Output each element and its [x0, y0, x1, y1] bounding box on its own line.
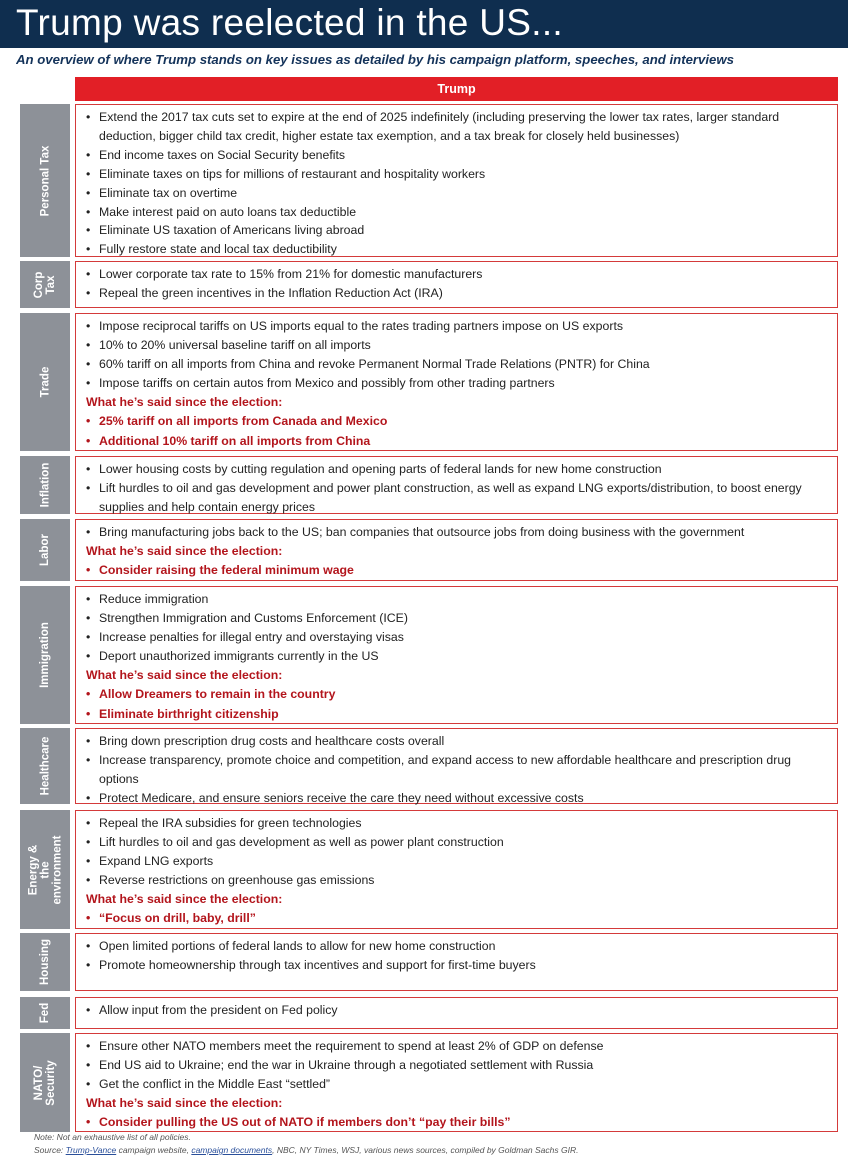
section-nato-security — [20, 1033, 838, 1132]
policy-item: • Eliminate taxes on tips for millions of restaurant and hospitality workers — [86, 165, 831, 184]
policy-item: • Increase penalties for illegal entry and overstaying visas — [86, 628, 831, 647]
policy-item: • Lower housing costs by cutting regulation and opening parts of federal lands for new home construction — [86, 460, 831, 479]
policy-item: • Eliminate US taxation of Americans living abroad — [86, 221, 831, 240]
policy-item: • Open limited portions of federal lands to allow for new home construction — [86, 937, 831, 956]
since-election-item: • Consider pulling the US out of NATO if members don’t “pay their bills” — [86, 1113, 831, 1133]
section-label-text: Immigration — [39, 622, 51, 688]
section-energy-the-environment — [20, 810, 838, 929]
section-personal-tax — [20, 104, 838, 257]
section-inflation — [20, 456, 838, 514]
policy-item: • Allow input from the president on Fed policy — [86, 1001, 831, 1020]
section-label-text: Corp Tax — [33, 271, 57, 298]
section-label-text: Energy & the environment — [27, 834, 63, 904]
policy-list — [86, 1001, 831, 1020]
policy-item: • Fully restore state and local tax deductibility — [86, 240, 831, 259]
since-election-item: • “Focus on drill, baby, drill” — [86, 909, 831, 929]
policy-list — [86, 937, 831, 975]
since-election-list — [86, 909, 831, 929]
section-content-energy-the-environment — [75, 810, 838, 929]
page-subtitle: An overview of where Trump stands on key issues as detailed by his campaign platform, speeches, and interviews — [16, 52, 734, 67]
section-label-text: NATO/ Security — [33, 1059, 57, 1106]
policy-item: • Eliminate tax on overtime — [86, 184, 831, 203]
section-content-trade — [75, 313, 838, 451]
policy-item: • Protect Medicare, and ensure seniors receive the care they need without excessive costs — [86, 789, 831, 808]
section-immigration — [20, 586, 838, 724]
policy-item: • End US aid to Ukraine; end the war in Ukraine through a negotiated settlement with Russia — [86, 1056, 831, 1075]
section-healthcare — [20, 728, 838, 804]
footnote-source — [34, 1145, 578, 1156]
policy-item: • Increase transparency, promote choice and competition, and expand access to new affordable healthcare and prescription drug options — [86, 751, 831, 789]
section-content-fed — [75, 997, 838, 1029]
since-election-heading: What he’s said since the election: — [86, 1095, 283, 1110]
since-election-item: • 25% tariff on all imports from Canada and Mexico — [86, 412, 831, 432]
since-election-list — [86, 412, 831, 451]
policy-list — [86, 460, 831, 517]
since-election-heading: What he’s said since the election: — [86, 394, 283, 409]
section-corp-tax — [20, 261, 838, 308]
policy-item: • Bring manufacturing jobs back to the US; ban companies that outsource jobs from doing business with the government — [86, 523, 831, 542]
policy-item: • End income taxes on Social Security benefits — [86, 146, 831, 165]
policy-item: • 10% to 20% universal baseline tariff on all imports — [86, 336, 831, 355]
section-label-housing — [20, 933, 70, 991]
source-link-campaign-documents[interactable]: campaign documents — [191, 1145, 273, 1155]
since-election-heading: What he’s said since the election: — [86, 543, 283, 558]
source-suffix: , NBC, NY Times, WSJ, various news sources, compiled by Goldman Sachs GIR. — [272, 1145, 579, 1155]
section-content-nato-security — [75, 1033, 838, 1132]
policy-item: • Deport unauthorized immigrants currently in the US — [86, 647, 831, 666]
section-content-labor — [75, 519, 838, 581]
since-election-item: • Eliminate birthright citizenship — [86, 705, 831, 725]
section-label-inflation — [20, 456, 70, 514]
policy-list — [86, 265, 831, 303]
policy-list — [86, 814, 831, 890]
policy-item: • Promote homeownership through tax incentives and support for first-time buyers — [86, 956, 831, 975]
section-content-housing — [75, 933, 838, 991]
section-label-labor — [20, 519, 70, 581]
section-label-text: Housing — [39, 939, 51, 985]
section-label-corp-tax — [20, 261, 70, 308]
policy-list — [86, 732, 831, 808]
section-label-text: Fed — [38, 1002, 51, 1024]
policy-item: • Impose tariffs on certain autos from Mexico and possibly from other trading partners — [86, 374, 831, 393]
section-label-personal-tax — [20, 104, 70, 257]
policy-item: • Ensure other NATO members meet the requirement to spend at least 2% of GDP on defense — [86, 1037, 831, 1056]
section-label-text: Inflation — [39, 462, 51, 508]
policy-list — [86, 1037, 831, 1094]
section-content-inflation — [75, 456, 838, 514]
since-election-list — [86, 685, 831, 724]
section-labor — [20, 519, 838, 581]
section-content-personal-tax — [75, 104, 838, 257]
section-content-healthcare — [75, 728, 838, 804]
source-prefix: Source: — [34, 1145, 66, 1155]
section-trade — [20, 313, 838, 451]
source-middle: campaign website, — [116, 1145, 192, 1155]
section-label-text: Personal Tax — [39, 145, 51, 216]
section-label-healthcare — [20, 728, 70, 804]
since-election-list — [86, 561, 831, 581]
policy-item: • Impose reciprocal tariffs on US imports equal to the rates trading partners impose on US exports — [86, 317, 831, 336]
footnote-note: Note: Not an exhaustive list of all policies. — [34, 1132, 191, 1142]
policy-item: • Reverse restrictions on greenhouse gas emissions — [86, 871, 831, 890]
section-content-corp-tax — [75, 261, 838, 308]
section-label-trade — [20, 313, 70, 451]
policy-item: • Get the conflict in the Middle East “settled” — [86, 1075, 831, 1094]
policy-list — [86, 523, 831, 542]
policy-item: • Reduce immigration — [86, 590, 831, 609]
policy-item: • Extend the 2017 tax cuts set to expire at the end of 2025 indefinitely (including preserving the lower tax rates, larger standard deduction, bigger child tax credit, higher estate tax exemption, and a tax break for closely held businesses) — [86, 108, 831, 146]
policy-item: • Strengthen Immigration and Customs Enforcement (ICE) — [86, 609, 831, 628]
policy-item: • Lift hurdles to oil and gas development and power plant construction, as well as expand LNG exports/distribution, to boost energy supplies and help contain energy prices — [86, 479, 831, 517]
section-label-text: Healthcare — [39, 736, 51, 796]
policy-list — [86, 590, 831, 666]
policy-list — [86, 317, 831, 393]
since-election-item: • Additional 10% tariff on all imports from China — [86, 432, 831, 452]
section-label-immigration — [20, 586, 70, 724]
section-label-fed — [20, 997, 70, 1029]
section-label-text: Trade — [39, 366, 51, 398]
since-election-item: • Consider raising the federal minimum wage — [86, 561, 831, 581]
page-title: Trump was reelected in the US... — [0, 0, 848, 48]
policy-item: • Make interest paid on auto loans tax deductible — [86, 203, 831, 222]
section-label-text: Labor — [38, 534, 51, 566]
policy-list — [86, 108, 831, 259]
section-label-energy-the-environment — [20, 810, 70, 929]
column-header-trump: Trump — [75, 77, 838, 101]
policy-item: • Lift hurdles to oil and gas development as well as power plant construction — [86, 833, 831, 852]
policy-item: • Expand LNG exports — [86, 852, 831, 871]
policy-item: • Repeal the green incentives in the Inflation Reduction Act (IRA) — [86, 284, 831, 303]
policy-item: • Repeal the IRA subsidies for green technologies — [86, 814, 831, 833]
since-election-list — [86, 1113, 831, 1133]
since-election-heading: What he’s said since the election: — [86, 667, 283, 682]
policy-item: • Bring down prescription drug costs and healthcare costs overall — [86, 732, 831, 751]
since-election-item: • Allow Dreamers to remain in the country — [86, 685, 831, 705]
policy-item: • Lower corporate tax rate to 15% from 21% for domestic manufacturers — [86, 265, 831, 284]
section-housing — [20, 933, 838, 991]
section-label-nato-security — [20, 1033, 70, 1132]
section-content-immigration — [75, 586, 838, 724]
since-election-heading: What he’s said since the election: — [86, 891, 283, 906]
section-fed — [20, 997, 838, 1029]
source-link-trump-vance[interactable]: Trump-Vance — [65, 1145, 117, 1155]
policy-item: • 60% tariff on all imports from China and revoke Permanent Normal Trade Relations (PNTR) for China — [86, 355, 831, 374]
